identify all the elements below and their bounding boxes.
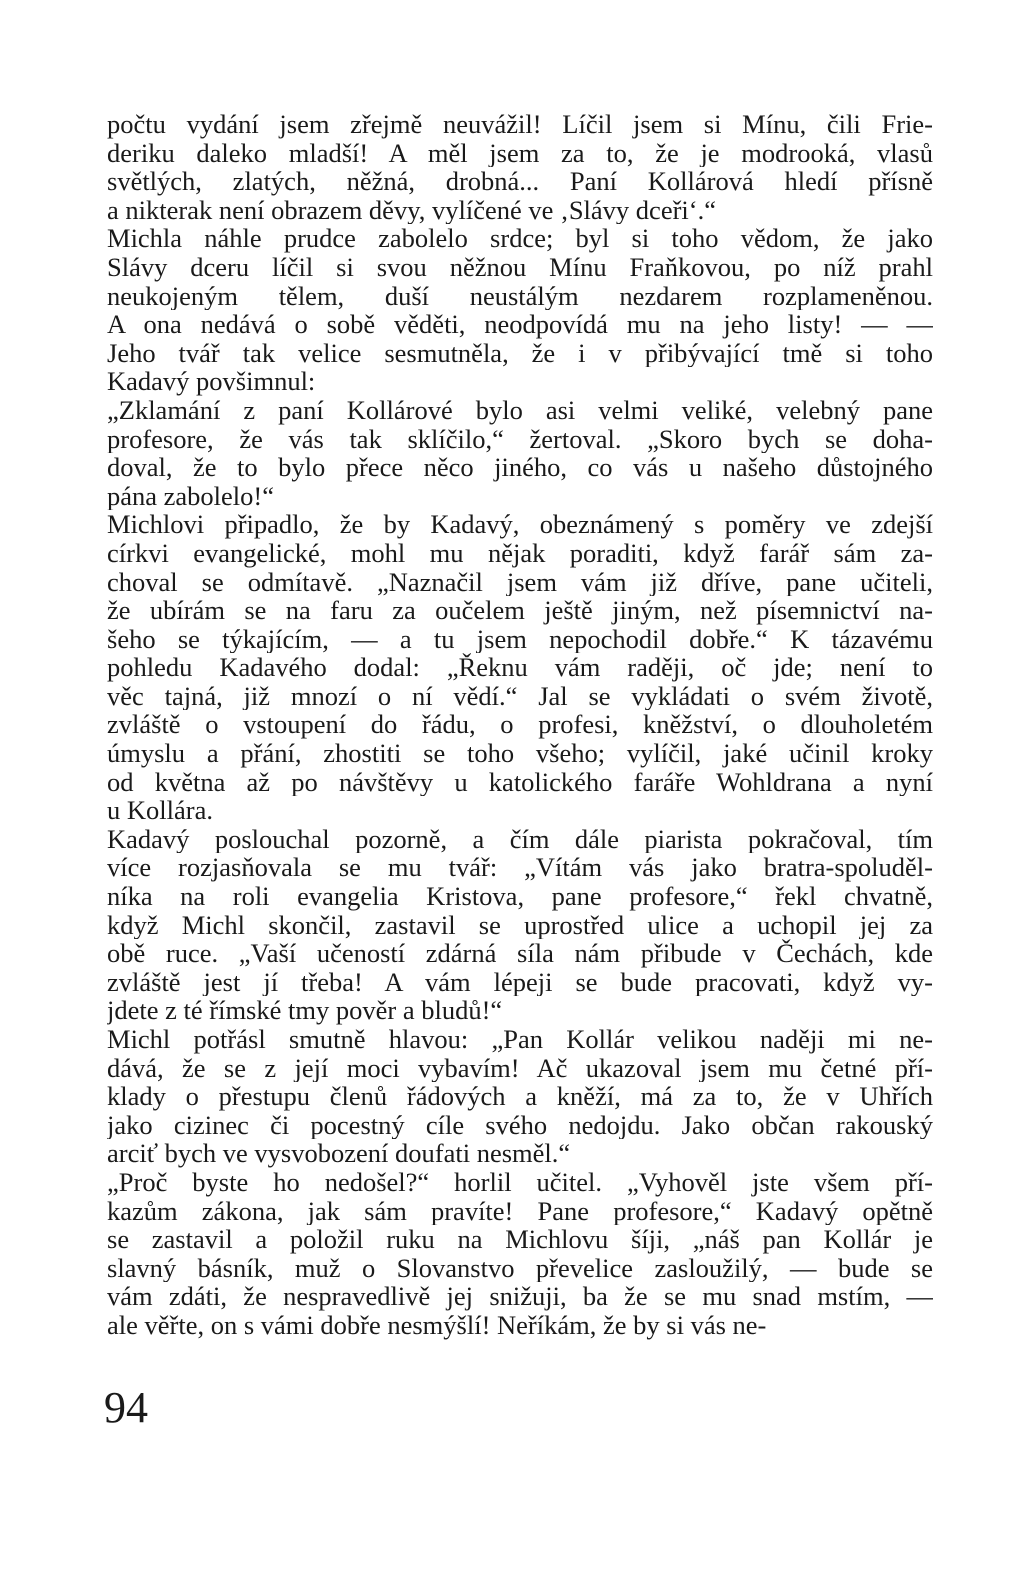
text-line: „Zklamání z paní Kollárové bylo asi velmi veliké, velebný pane	[107, 395, 933, 425]
text-line: když Michl skončil, zastavil se uprostřed ulice a uchopil jej za	[107, 910, 933, 940]
text-line: arciť bych ve vysvobození doufati nesměl.“	[107, 1139, 571, 1168]
text-line: že ubírám se na faru za oučelem ještě jiným, než písemnictví na-	[107, 596, 933, 625]
text-line: církvi evangelické, mohl mu nějak poraditi, když farář sám za-	[107, 538, 933, 568]
text-line: od května až po návštěvy u katolického faráře Wohldrana a nyní	[107, 767, 933, 797]
text-line: slavný básník, muž o Slovanstvo převelice zasloužilý, — bude se	[107, 1253, 933, 1283]
text-line: více rozjasňovala se mu tvář: „Vítám vás jako bratra-spoluděl-	[107, 853, 933, 883]
text-line: deriku daleko mladší! A měl jsem za to, že je modrooká, vlasů	[107, 138, 933, 168]
text-line: se zastavil a položil ruku na Michlovu šíji, „náš pan Kollár je	[107, 1225, 933, 1254]
text-line: úmyslu a přání, zhostiti se toho všeho; vylíčil, jaké učinil kroky	[107, 739, 933, 768]
text-line: klady o přestupu členů řádových a kněží, má za to, že v Uhřích	[107, 1082, 933, 1111]
text-line: počtu vydání jsem zřejmě neuvážil! Líčil jsem si Mínu, čili Frie-	[107, 110, 933, 139]
body-text	[107, 110, 933, 1340]
text-line: pohledu Kadavého dodal: „Řeknu vám raději, oč jde; není to	[107, 653, 933, 682]
text-line: níka na roli evangelia Kristova, pane profesore,“ řekl chvatně,	[107, 882, 933, 911]
text-line: jdete z té římské tmy pověr a bludů!“	[107, 996, 503, 1025]
text-line: A ona nedává o sobě věděti, neodpovídá mu na jeho listy! — —	[107, 310, 933, 339]
text-line: zvláště jest jí třeba! A vám lépeji se bude pracovati, když vy-	[107, 967, 933, 997]
text-line: Michla náhle prudce zabolelo srdce; byl si toho vědom, že jako	[107, 224, 933, 253]
text-line: doval, že to bylo přece něco jiného, co vás u našeho důstojného	[107, 453, 933, 482]
text-line: Slávy dceru líčil si svou něžnou Mínu Fraňkovou, po níž prahl	[107, 252, 933, 282]
text-line: neukojeným tělem, duší neustálým nezdarem rozplameněnou.	[107, 281, 933, 311]
text-line: Kadavý povšimnul:	[107, 367, 316, 396]
text-line: profesore, že vás tak sklíčilo,“ žertoval. „Skoro bych se doha-	[107, 424, 933, 454]
text-line: kazům zákona, jak sám pravíte! Pane profesore,“ Kadavý opětně	[107, 1196, 933, 1226]
text-line: věc tajná, již mnozí o ní vědí.“ Jal se vykládati o svém životě,	[107, 681, 933, 711]
text-line: Michlovi připadlo, že by Kadavý, obeznámený s poměry ve zdejší	[107, 510, 933, 539]
text-line: Michl potřásl smutně hlavou: „Pan Kollár velikou naději mi ne-	[107, 1025, 933, 1054]
text-line: u Kollára.	[107, 796, 213, 825]
text-line: Jeho tvář tak velice sesmutněla, že i v přibývající tmě si toho	[107, 338, 933, 368]
text-line: vám zdáti, že nespravedlivě jej snižuji, ba že se mu snad mstím, —	[107, 1282, 933, 1311]
text-line: šeho se týkajícím, — a tu jsem nepochodil dobře.“ K tázavému	[107, 624, 933, 654]
text-line: Kadavý poslouchal pozorně, a čím dále piarista pokračoval, tím	[107, 824, 933, 854]
text-line: obě ruce. „Vaší učeností zdárná síla nám přibude v Čechách, kde	[107, 939, 933, 968]
text-line: světlých, zlatých, něžná, drobná... Paní Kollárová hledí přísně	[107, 167, 933, 196]
text-line: jako cizinec či pocestný cíle svého nedojdu. Jako občan rakouský	[107, 1110, 933, 1140]
text-line: dává, že se z její moci vybavím! Ač ukazoval jsem mu četné pří-	[107, 1053, 933, 1083]
page-number: 94	[104, 1383, 148, 1432]
text-line: pána zabolelo!“	[107, 481, 274, 511]
text-line: choval se odmítavě. „Naznačil jsem vám již dříve, pane učiteli,	[107, 567, 933, 597]
text-line: ale věřte, on s vámi dobře nesmýšlí! Neříkám, že by si vás ne-	[107, 1310, 767, 1340]
text-line: „Proč byste ho nedošel?“ horlil učitel. „Vyhověl jste všem pří-	[107, 1167, 933, 1197]
text-line: a nikterak není obrazem děvy, vylíčené ve ‚Slávy dceři‘.“	[107, 195, 716, 225]
text-line: zvláště o vstoupení do řádu, o profesi, kněžství, o dlouholetém	[107, 710, 933, 740]
